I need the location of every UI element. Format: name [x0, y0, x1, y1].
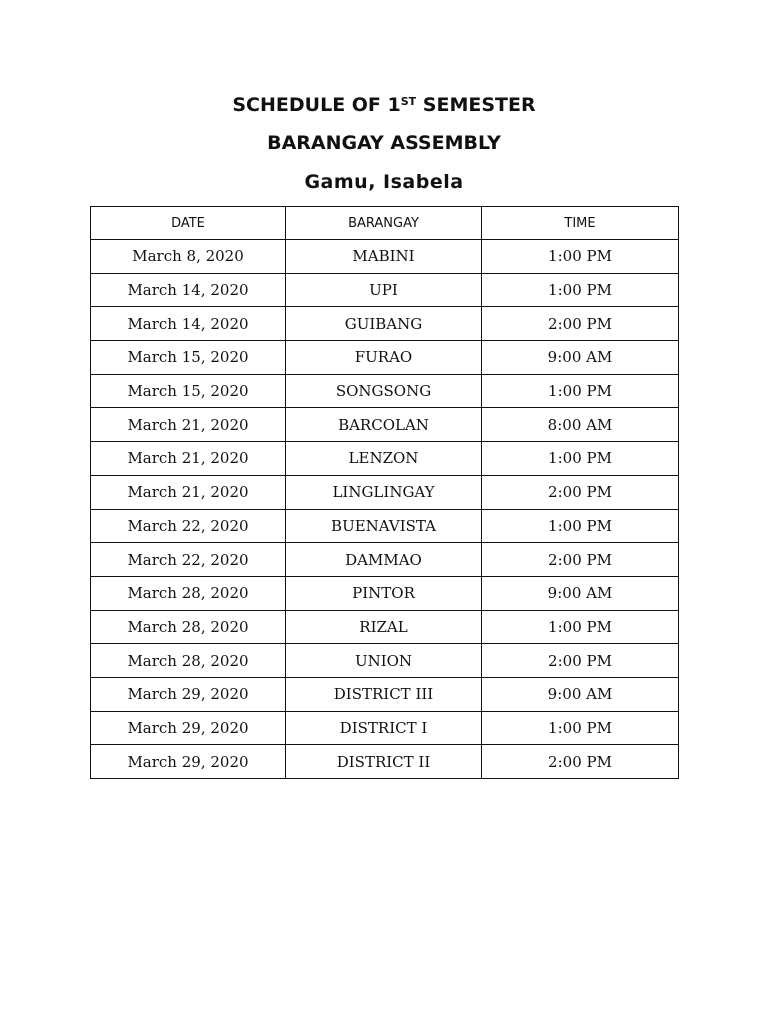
schedule-table — [90, 206, 679, 779]
time-cell: 1:00 PM — [482, 442, 679, 476]
date-cell: March 28, 2020 — [91, 610, 286, 644]
title-suffix: SEMESTER — [416, 94, 536, 116]
table-row — [91, 408, 679, 442]
date-cell: March 21, 2020 — [91, 408, 286, 442]
time-cell: 1:00 PM — [482, 610, 679, 644]
time-cell: 2:00 PM — [482, 475, 679, 509]
date-cell: March 14, 2020 — [91, 273, 286, 307]
date-cell: March 8, 2020 — [91, 240, 286, 274]
time-cell: 8:00 AM — [482, 408, 679, 442]
barangay-cell: LINGLINGAY — [286, 475, 482, 509]
date-cell: March 22, 2020 — [91, 509, 286, 543]
barangay-cell: BARCOLAN — [286, 408, 482, 442]
document-subtitle: BARANGAY ASSEMBLY — [267, 132, 501, 154]
date-cell: March 14, 2020 — [91, 307, 286, 341]
document-title — [0, 93, 768, 117]
table-row — [91, 610, 679, 644]
time-cell: 1:00 PM — [482, 374, 679, 408]
column-header-time: TIME — [482, 207, 679, 240]
title-prefix: SCHEDULE OF 1 — [232, 94, 401, 116]
barangay-cell: RIZAL — [286, 610, 482, 644]
barangay-cell: PINTOR — [286, 576, 482, 610]
schedule-table-body — [91, 240, 679, 779]
table-row — [91, 644, 679, 678]
date-cell: March 29, 2020 — [91, 745, 286, 779]
date-cell: March 28, 2020 — [91, 576, 286, 610]
time-cell: 9:00 AM — [482, 341, 679, 375]
table-row — [91, 509, 679, 543]
title-superscript: ST — [400, 95, 417, 108]
table-row — [91, 273, 679, 307]
column-header-date: DATE — [91, 207, 286, 240]
table-row — [91, 240, 679, 274]
table-row — [91, 307, 679, 341]
table-row — [91, 341, 679, 375]
barangay-cell: GUIBANG — [286, 307, 482, 341]
time-cell: 9:00 AM — [482, 677, 679, 711]
column-header-barangay: BARANGAY — [286, 207, 482, 240]
table-row — [91, 543, 679, 577]
barangay-cell: SONGSONG — [286, 374, 482, 408]
date-cell: March 21, 2020 — [91, 475, 286, 509]
barangay-cell: FURAO — [286, 341, 482, 375]
barangay-cell: BUENAVISTA — [286, 509, 482, 543]
date-cell: March 29, 2020 — [91, 711, 286, 745]
barangay-cell: DAMMAO — [286, 543, 482, 577]
date-cell: March 15, 2020 — [91, 341, 286, 375]
table-header-row — [91, 207, 679, 240]
time-cell: 9:00 AM — [482, 576, 679, 610]
date-cell: March 22, 2020 — [91, 543, 286, 577]
table-row — [91, 576, 679, 610]
barangay-cell: UNION — [286, 644, 482, 678]
table-row — [91, 442, 679, 476]
time-cell: 1:00 PM — [482, 711, 679, 745]
time-cell: 1:00 PM — [482, 240, 679, 274]
date-cell: March 21, 2020 — [91, 442, 286, 476]
barangay-cell: MABINI — [286, 240, 482, 274]
time-cell: 2:00 PM — [482, 543, 679, 577]
barangay-cell: UPI — [286, 273, 482, 307]
table-row — [91, 711, 679, 745]
time-cell: 2:00 PM — [482, 644, 679, 678]
document-location: Gamu, Isabela — [304, 171, 464, 193]
date-cell: March 29, 2020 — [91, 677, 286, 711]
table-row — [91, 677, 679, 711]
barangay-cell: DISTRICT II — [286, 745, 482, 779]
time-cell: 2:00 PM — [482, 307, 679, 341]
date-cell: March 15, 2020 — [91, 374, 286, 408]
barangay-cell: DISTRICT I — [286, 711, 482, 745]
time-cell: 1:00 PM — [482, 273, 679, 307]
table-row — [91, 745, 679, 779]
barangay-cell: LENZON — [286, 442, 482, 476]
time-cell: 1:00 PM — [482, 509, 679, 543]
time-cell: 2:00 PM — [482, 745, 679, 779]
table-row — [91, 374, 679, 408]
barangay-cell: DISTRICT III — [286, 677, 482, 711]
date-cell: March 28, 2020 — [91, 644, 286, 678]
table-row — [91, 475, 679, 509]
